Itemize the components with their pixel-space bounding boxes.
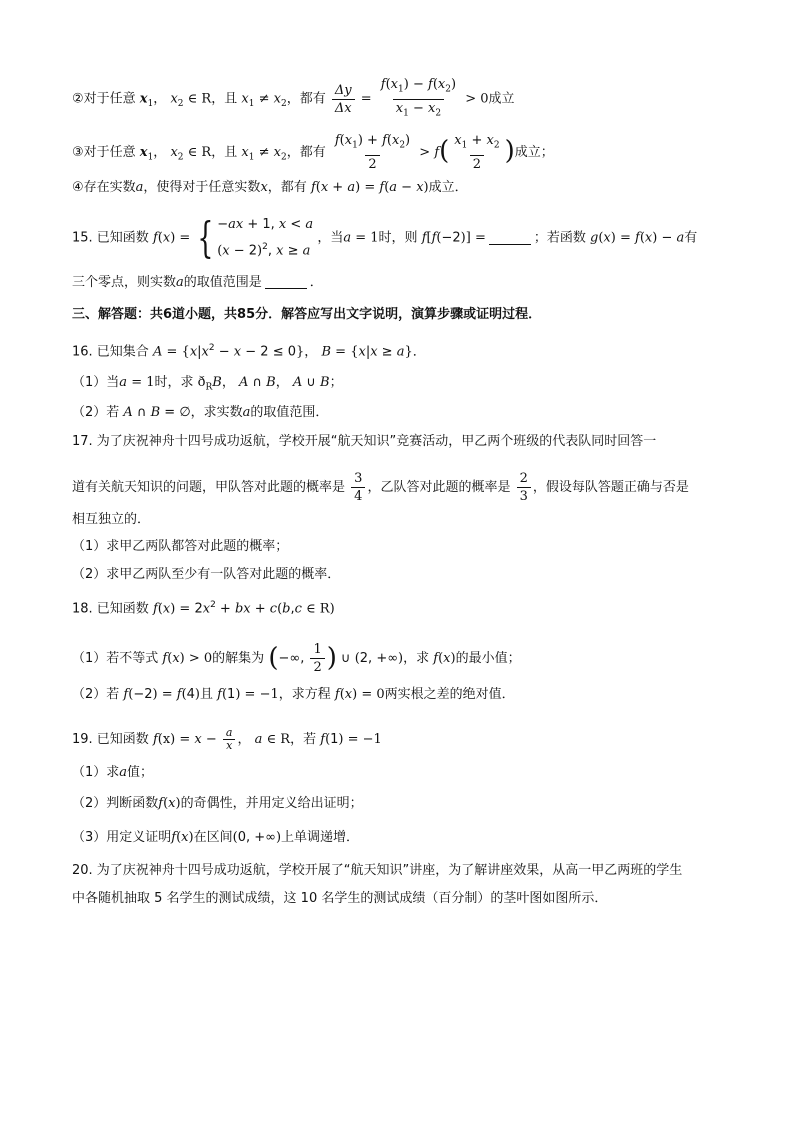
question-17-part2: （2）求甲乙两队至少有一队答对此题的概率． [72,567,341,582]
question-17-line2: 道有关航天知识的问题，甲队答对此题的概率是 $\frac{3}{4}$ ，乙队答对此题的概率是 $\frac{2}{3}$ ，假设每队答题正确与否是 [72,471,689,504]
statement-3: ③对于任意 $x_1$， $x_2$ ∈ R，且 $x_1 \ne x_2$，都有 $\frac{f(x_1) + f(x_2)}{2}$ > f( $\frac{x_1 + x_2}{2}$ )成立； [72,133,554,172]
question-18-part1: （1）若不等式 f(x) > 0的解集为 (−∞, $\frac{1}{2}$ ) ∪ (2, +∞)，求 f(x)的最小值； [72,642,521,675]
question-15-line2: 三个零点，则实数a的取值范围是 ． [72,275,323,290]
question-18-part2: （2）若 f(−2) = f(4)且 f(1) = −1，求方程 f(x) = 0两实根之差的绝对值． [72,687,515,702]
section-3-heading: 三、解答题：共6道小题，共85分．解答应写出文字说明，演算步骤或证明过程． [72,307,542,322]
question-17-part1: （1）求甲乙两队都答对此题的概率； [72,539,289,554]
fraction-dy-dx: $\frac{\Delta y}{\Delta x}$ [332,82,355,117]
fraction-two-thirds: $\frac{2}{3}$ [517,470,531,505]
question-17-line1: 17. 为了庆祝神舟十四号成功返航，学校开展“航天知识”竞赛活动，甲乙两个班级的代表队同时回答一 [72,434,657,449]
fraction-midpoint: $\frac{x_1 + x_2}{2}$ [454,133,500,172]
question-18: 18. 已知函数 $f(x) = 2x^2$ + bx + c(b,c ∈ R) [72,600,335,617]
answer-blank [489,232,531,245]
fraction-difference-quotient: $\frac{f(x_1) - f(x_2)}{x_1 - x_2}$ [378,76,459,122]
fraction-one-half: $\frac{1}{2}$ [310,641,324,676]
piecewise-function: −ax + 1, x < a $(x - 2)^2$, x ≥ a [217,217,314,259]
question-16-part1: （1）当a = 1时，求 $ð_RB$， A ∩ B， A ∪ B； [72,375,343,393]
question-19: 19. 已知函数 f(x) = x − $\frac{a}{x}$ ， a ∈ R，若 f(1) = −1 [72,726,382,752]
question-20-line1: 20. 为了庆祝神舟十四号成功返航，学校开展了“航天知识”讲座，为了解讲座效果，从高一甲乙两班的学生 [72,863,683,878]
question-16-part2: （2）若 A ∩ B = ∅，求实数a的取值范围． [72,405,329,420]
question-15: 15. 已知函数 f(x) = { −ax + 1, x < a $(x - 2)^2$, x ≥ a ，当a = 1时，则 f[f(−2)] = ；若函数 g(x) = f(x) − a有 [72,213,698,263]
statement-2: ②对于任意 $x_1$， $x_2$ ∈ R，且 $x_1 \ne x_2$，都有 $\frac{\Delta y}{\Delta x}$ = $\frac{f(x_1) - f(x_2)}{x_1 - x_2}$ > 0成立 [72,76,515,122]
question-19-part2: （2）判断函数f(x)的奇偶性，并用定义给出证明； [72,796,363,811]
question-17-line3: 相互独立的． [72,512,151,527]
statement-4: ④存在实数a，使得对于任意实数x，都有 f(x + a) = f(a − x)成立． [72,180,468,195]
question-20-line2: 中各随机抽取 5 名学生的测试成绩，这 10 名学生的测试成绩（百分制）的茎叶图如图所示． [72,891,608,906]
fraction-a-over-x: $\frac{a}{x}$ [223,727,236,752]
fraction-three-quarters: $\frac{3}{4}$ [351,470,365,505]
question-19-part3: （3）用定义证明f(x)在区间(0, +∞)上单调递增． [72,830,360,845]
question-19-part1: （1）求a值； [72,765,154,780]
question-16: 16. 已知集合 $A = \{x|x^2 - x - 2 \le 0\}$， B = {x|x ≥ a}． [72,343,426,360]
fraction-average-f: $\frac{f(x_1) + f(x_2)}{2}$ [334,133,411,172]
answer-blank [265,276,307,289]
